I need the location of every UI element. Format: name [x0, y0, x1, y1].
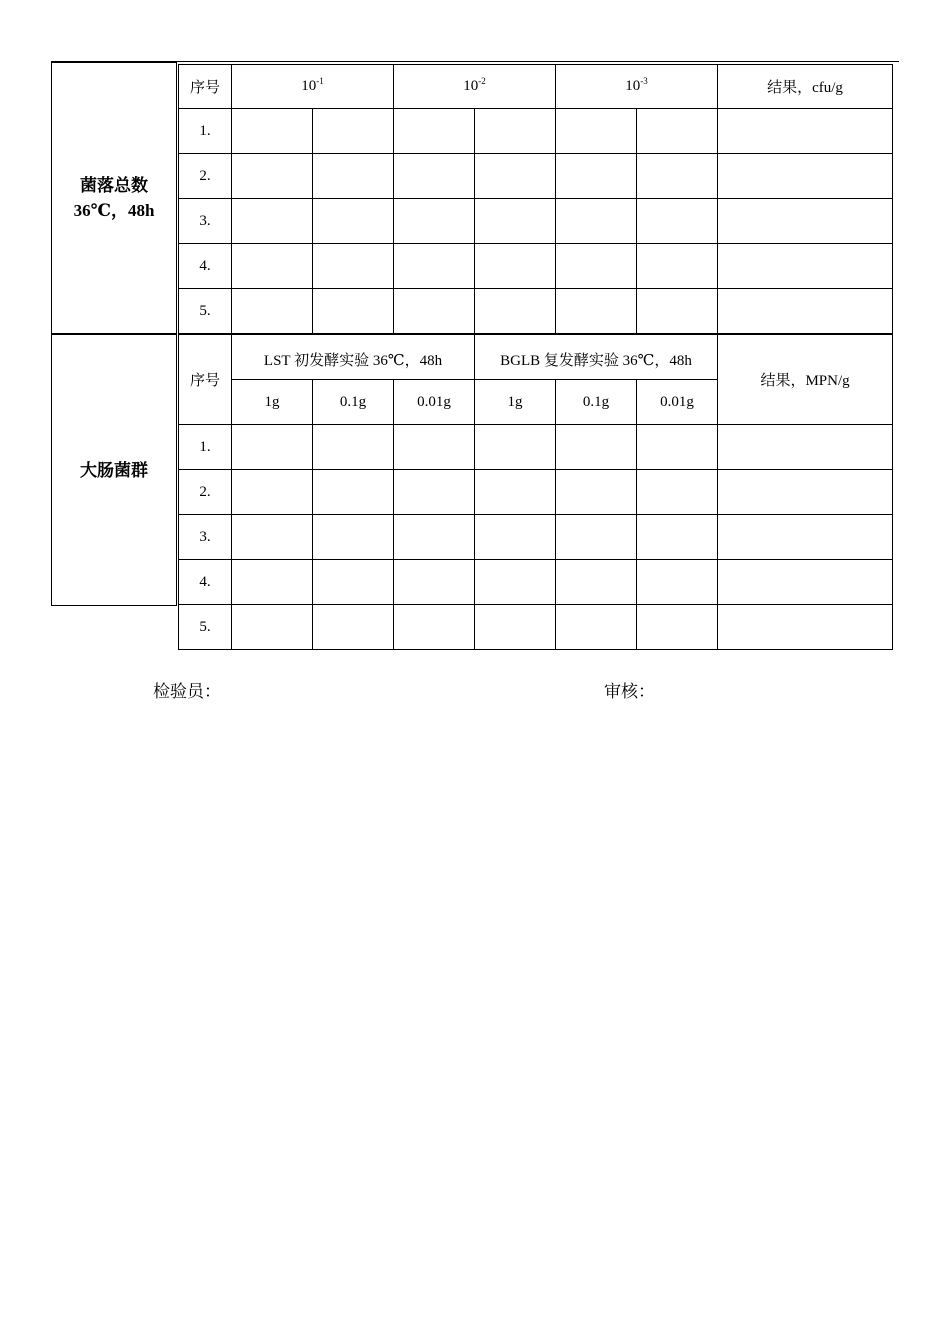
count-cell[interactable] — [556, 199, 637, 244]
dilution-base: 10 — [301, 78, 317, 94]
result-cell[interactable] — [718, 425, 893, 470]
result-header: 结果，cfu/g — [718, 65, 893, 109]
row-index: 5. — [179, 605, 232, 650]
count-cell[interactable] — [637, 199, 718, 244]
row-index: 4. — [179, 560, 232, 605]
tube-cell[interactable] — [556, 560, 637, 605]
amount-header: 1g — [232, 380, 313, 425]
count-cell[interactable] — [232, 244, 313, 289]
count-cell[interactable] — [313, 109, 394, 154]
count-cell[interactable] — [394, 244, 475, 289]
tube-cell[interactable] — [394, 470, 475, 515]
count-cell[interactable] — [475, 109, 556, 154]
tube-cell[interactable] — [475, 560, 556, 605]
result-header: 结果，MPN/g — [718, 335, 893, 425]
count-cell[interactable] — [313, 154, 394, 199]
count-cell[interactable] — [394, 289, 475, 334]
count-cell[interactable] — [232, 154, 313, 199]
dilution-header-3 — [556, 65, 718, 109]
coliform-table — [178, 334, 893, 650]
count-cell[interactable] — [556, 289, 637, 334]
count-cell[interactable] — [637, 154, 718, 199]
total-colony-title-line2: 36℃，48h — [73, 201, 155, 220]
tube-cell[interactable] — [313, 605, 394, 650]
amount-header: 1g — [475, 380, 556, 425]
tube-cell[interactable] — [637, 425, 718, 470]
count-cell[interactable] — [394, 199, 475, 244]
amount-header: 0.01g — [394, 380, 475, 425]
result-cell[interactable] — [718, 560, 893, 605]
total-colony-table — [178, 64, 893, 334]
count-cell[interactable] — [313, 244, 394, 289]
tube-cell[interactable] — [637, 560, 718, 605]
tube-cell[interactable] — [556, 470, 637, 515]
coliform-title — [51, 334, 177, 606]
count-cell[interactable] — [556, 109, 637, 154]
count-cell[interactable] — [556, 244, 637, 289]
coliform-section — [51, 334, 892, 652]
tube-cell[interactable] — [475, 515, 556, 560]
table-row — [179, 154, 893, 199]
amount-header: 0.1g — [313, 380, 394, 425]
tube-cell[interactable] — [556, 515, 637, 560]
tube-cell[interactable] — [556, 425, 637, 470]
seq-header: 序号 — [179, 65, 232, 109]
result-cell[interactable] — [718, 199, 893, 244]
count-cell[interactable] — [475, 199, 556, 244]
inspector-label: 检验员： — [153, 682, 221, 701]
total-colony-title — [51, 62, 177, 334]
tube-cell[interactable] — [313, 560, 394, 605]
count-cell[interactable] — [637, 244, 718, 289]
dilution-exponent: -1 — [316, 76, 324, 86]
tube-cell[interactable] — [232, 605, 313, 650]
count-cell[interactable] — [394, 109, 475, 154]
table-row — [179, 109, 893, 154]
result-cell[interactable] — [718, 515, 893, 560]
dilution-exponent: -2 — [478, 76, 486, 86]
result-cell[interactable] — [718, 244, 893, 289]
table-row — [179, 605, 893, 650]
row-index: 3. — [179, 515, 232, 560]
seq-header: 序号 — [179, 335, 232, 425]
total-colony-title-line1: 菌落总数 — [79, 176, 148, 195]
lst-header: LST 初发酵实验 36℃，48h — [232, 335, 475, 380]
row-index: 4. — [179, 244, 232, 289]
tube-cell[interactable] — [232, 470, 313, 515]
dilution-header-2 — [394, 65, 556, 109]
table-row — [179, 470, 893, 515]
tube-cell[interactable] — [394, 605, 475, 650]
table-row — [179, 289, 893, 334]
count-cell[interactable] — [232, 289, 313, 334]
table-row — [179, 515, 893, 560]
table-row — [179, 244, 893, 289]
result-cell[interactable] — [718, 470, 893, 515]
count-cell[interactable] — [313, 289, 394, 334]
result-cell[interactable] — [718, 109, 893, 154]
dilution-exponent: -3 — [640, 76, 648, 86]
table-row — [179, 560, 893, 605]
result-cell[interactable] — [718, 289, 893, 334]
coliform-title-text: 大肠菌群 — [80, 460, 148, 480]
tube-cell[interactable] — [394, 560, 475, 605]
tube-cell[interactable] — [313, 425, 394, 470]
tube-cell[interactable] — [475, 605, 556, 650]
bglb-header: BGLB 复发酵实验 36℃，48h — [475, 335, 718, 380]
result-cell[interactable] — [718, 154, 893, 199]
row-index: 3. — [179, 199, 232, 244]
count-cell[interactable] — [313, 199, 394, 244]
tube-cell[interactable] — [232, 515, 313, 560]
tube-cell[interactable] — [313, 470, 394, 515]
tube-cell[interactable] — [637, 515, 718, 560]
tube-cell[interactable] — [394, 425, 475, 470]
row-index: 1. — [179, 425, 232, 470]
dilution-base: 10 — [625, 78, 641, 94]
reviewer-label: 审核： — [604, 682, 655, 701]
table-row — [179, 199, 893, 244]
count-cell[interactable] — [394, 154, 475, 199]
row-index: 2. — [179, 470, 232, 515]
count-cell[interactable] — [232, 199, 313, 244]
count-cell[interactable] — [475, 154, 556, 199]
tube-cell[interactable] — [313, 515, 394, 560]
dilution-header-1 — [232, 65, 394, 109]
count-cell[interactable] — [475, 289, 556, 334]
total-colony-header-row — [179, 65, 893, 109]
total-colony-section — [51, 62, 892, 334]
tube-cell[interactable] — [637, 605, 718, 650]
result-cell[interactable] — [718, 605, 893, 650]
count-cell[interactable] — [556, 154, 637, 199]
tube-cell[interactable] — [475, 425, 556, 470]
row-index: 1. — [179, 109, 232, 154]
tube-cell[interactable] — [556, 605, 637, 650]
dilution-base: 10 — [463, 78, 479, 94]
coliform-header-row-1 — [179, 335, 893, 380]
table-row — [179, 425, 893, 470]
row-index: 2. — [179, 154, 232, 199]
tube-cell[interactable] — [232, 560, 313, 605]
count-cell[interactable] — [637, 289, 718, 334]
tube-cell[interactable] — [475, 470, 556, 515]
amount-header: 0.01g — [637, 380, 718, 425]
count-cell[interactable] — [637, 109, 718, 154]
tube-cell[interactable] — [232, 425, 313, 470]
amount-header: 0.1g — [556, 380, 637, 425]
tube-cell[interactable] — [394, 515, 475, 560]
row-index: 5. — [179, 289, 232, 334]
count-cell[interactable] — [232, 109, 313, 154]
count-cell[interactable] — [475, 244, 556, 289]
tube-cell[interactable] — [637, 470, 718, 515]
